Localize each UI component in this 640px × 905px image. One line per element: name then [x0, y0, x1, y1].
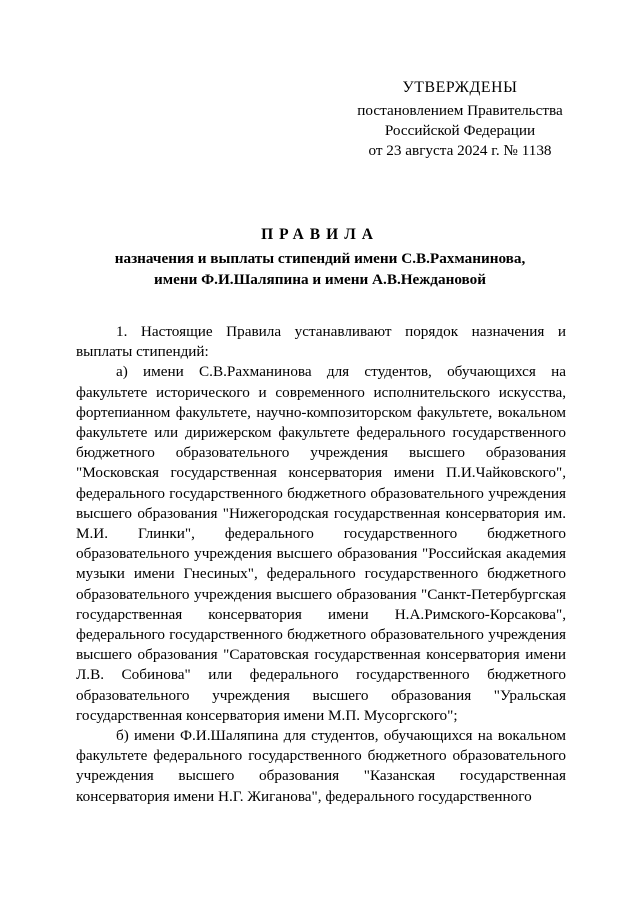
approval-heading: УТВЕРЖДЕНЫ [402, 79, 518, 96]
approval-block [340, 78, 580, 161]
subtitle-line-1: назначения и выплаты стипендий имени С.В.Рахманинова, [114, 250, 526, 267]
document-body [76, 322, 566, 807]
document-subtitle [80, 248, 560, 290]
paragraph-b: б) имени Ф.И.Шаляпина для студентов, обучающихся на вокальном факультете федерального государственного бюджетного образовательного учреждения высшего образования "Казанская государственная консерватория имени Н.Г. Жиганова", федерального государственного [76, 727, 566, 805]
subtitle-line-2: имени Ф.И.Шаляпина и имени А.В.Неждановой [154, 271, 486, 288]
approval-line-1: постановлением Правительства [357, 102, 563, 119]
approval-line-2: Российской Федерации [384, 122, 536, 139]
paragraph-a: а) имени С.В.Рахманинова для студентов, обучающихся на факультете исторического и современного исполнительского искусства, фортепианном факультете, научно-композиторском факультете, вокальном факультете или дирижерском факультете федерального государственного бюджетного образовательного учреждения высшего образования "Московская государственная консерватория имени П.И.Чайковского", федерального государственного бюджетного образовательного учреждения высшего образования "Нижегородская государственная консерватория им. М.И. Глинки", федерального государственного бюджетного образовательного учреждения высшего образования "Российская академия музыки имени Гнесиных", федерального государственного бюджетного образовательного учреждения высшего образования "Санкт-Петербургская государственная консерватория имени Н.А.Римского-Корсакова", федерального государственного бюджетного образовательного учреждения высшего образования "Саратовская государственная консерватория имени Л.В. Собинова" или федерального государственного бюджетного образовательного учреждения высшего образования "Уральская государственная консерватория имени М.П. Мусоргского"; [76, 363, 566, 724]
document-title: ПРАВИЛА [261, 226, 379, 243]
paragraph-1: 1. Настоящие Правила устанавливают порядок назначения и выплаты стипендий: [76, 323, 566, 361]
approval-line-3: от 23 августа 2024 г. № 1138 [368, 142, 552, 159]
